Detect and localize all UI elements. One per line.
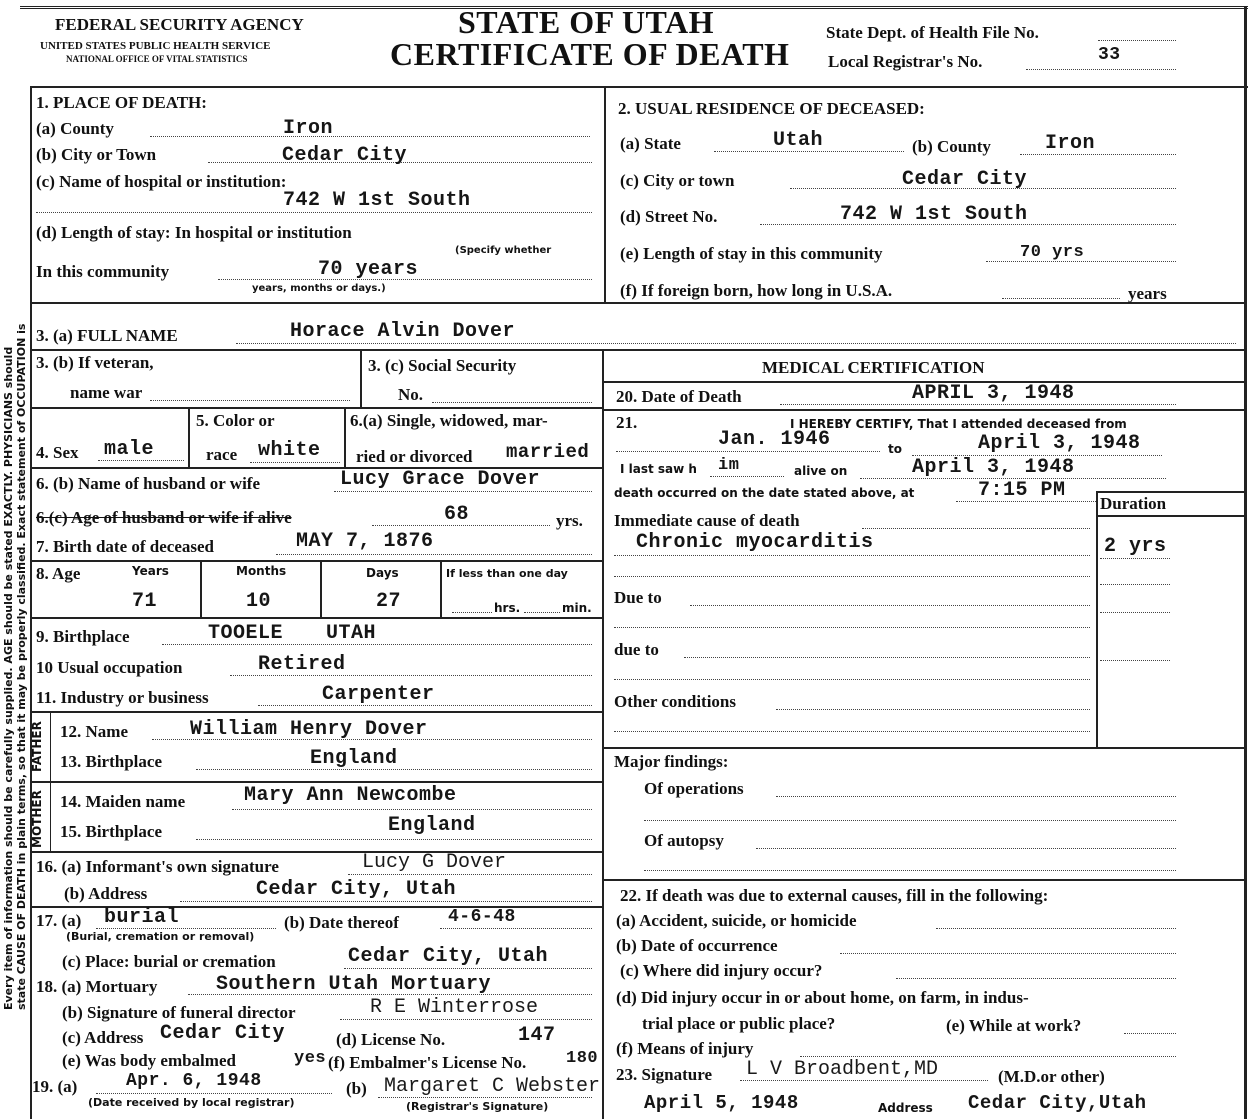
physician-address: Cedar City,Utah [968,1092,1147,1114]
birthplace-state: UTAH [326,622,377,645]
registration-a-label: 19. (a) [32,1077,78,1096]
occupation-value: Retired [258,653,346,676]
external-c: (c) Where did injury occur? [620,961,823,980]
death-date-value: APRIL 3, 1948 [912,382,1075,405]
marital-label-1: 6.(a) Single, widowed, mar- [350,411,548,430]
res-state-value: Utah [773,129,824,152]
pod-specify-note: (Specify whether [455,245,552,256]
mortuary-address-label: (c) Address [62,1028,144,1047]
age-months-value: 10 [246,590,272,613]
pod-city-label: (b) City or Town [36,145,157,164]
spouse-age-value: 68 [444,503,470,526]
disposition-place-label: (c) Place: burial or cremation [62,952,276,971]
service-name: UNITED STATES PUBLIC HEALTH SERVICE [40,40,271,52]
pod-hospital-label: (c) Name of hospital or institution: [36,172,287,191]
father-name-label: 12. Name [60,722,128,741]
disposition-a-label: 17. (a) [36,911,82,930]
marital-value: married [506,441,590,463]
father-name-value: William Henry Dover [190,718,428,741]
pod-county-label: (a) County [36,119,114,138]
attended-to-label: to [888,442,902,456]
pod-units-note: years, months or days.) [252,283,386,294]
external-heading: 22. If death was due to external causes, fill in the following: [620,886,1049,905]
place-of-death-heading: 1. PLACE OF DEATH: [36,93,207,112]
external-d2: trial place or public place? [642,1014,836,1033]
mother-tag: MOTHER [30,790,44,848]
res-county-value: Iron [1045,132,1096,155]
director-label: (b) Signature of funeral director [62,1003,296,1022]
ssn-no-label: No. [398,385,424,404]
res-foreign-label: (f) If foreign born, how long in U.S.A. [620,281,893,300]
embalmed-value: yes [294,1049,327,1068]
race-label: race [206,445,238,464]
embalmer-label: (f) Embalmer's License No. [328,1053,527,1072]
mother-birthplace-label: 15. Birthplace [60,822,162,841]
sex-value: male [104,438,155,461]
side-instruction-1: Every item of information should be carefully supplied. AGE should be stated EXACTLY. PHYSICIANS should [2,346,15,1010]
industry-value: Carpenter [322,683,435,706]
file-no-label: State Dept. of Health File No. [826,23,1039,42]
full-name-label: 3. (a) FULL NAME [36,326,178,345]
pod-hospital-value: 742 W 1st South [283,189,471,212]
immediate-cause-value: Chronic myocarditis [636,531,874,554]
res-county-label: (b) County [912,137,991,156]
license-value: 147 [518,1024,556,1047]
age-days-head: Days [366,566,399,580]
age-days-value: 27 [376,590,402,613]
ssn-label: 3. (c) Social Security [368,356,517,375]
mortuary-label: 18. (a) Mortuary [36,977,158,996]
due-to-label-2: due to [614,640,659,659]
duration-value: 2 yrs [1104,535,1167,558]
office-name: NATIONAL OFFICE OF VITAL STATISTICS [66,54,248,64]
external-e: (e) While at work? [946,1016,1082,1035]
registrar-no-value: 33 [1098,45,1121,65]
father-tag: FATHER [30,721,44,772]
informant-signature: Lucy G Dover [362,851,507,874]
res-years-label: years [1128,284,1167,303]
medical-heading: MEDICAL CERTIFICATION [762,358,985,377]
industry-label: 11. Industry or business [36,688,209,707]
operations-label: Of operations [644,779,744,798]
license-label: (d) License No. [336,1030,446,1049]
right-border [1244,6,1247,1119]
pod-community-label: In this community [36,262,170,281]
agency-name: FEDERAL SECURITY AGENCY [55,15,304,34]
res-street-label: (d) Street No. [620,207,718,226]
mother-birthplace-value: England [388,814,476,837]
res-street-value: 742 W 1st South [840,203,1028,226]
pod-community-value: 70 years [318,258,419,281]
registrar-note: (Registrar's Signature) [406,1100,549,1113]
registration-date-note: (Date received by local registrar) [88,1096,295,1109]
last-saw-label: I last saw h [620,462,697,476]
spouse-label: 6. (b) Name of husband or wife [36,474,261,493]
informant-address-value: Cedar City, Utah [256,878,457,901]
header-rule [30,86,1248,88]
birthplace-label: 9. Birthplace [36,627,130,646]
age-months-head: Months [236,564,287,578]
certify-number: 21. [616,413,638,432]
race-value: white [258,439,321,462]
registration-b-label: (b) [346,1079,367,1098]
attended-from: Jan. 1946 [718,428,831,451]
side-instruction-2: state CAUSE OF DEATH in plain terms, so that it may be properly classified. Exact statement of OCCUPATION is [15,323,28,1010]
sex-label: 4. Sex [36,443,79,462]
duration-heading: Duration [1100,494,1167,513]
external-f: (f) Means of injury [616,1039,754,1058]
embalmer-value: 180 [566,1049,599,1068]
res-city-label: (c) City or town [620,171,735,190]
registrar-signature: Margaret C Webster [384,1075,601,1098]
age-years-value: 71 [132,590,158,613]
res-stay-value: 70 yrs [1020,243,1085,262]
full-name-value: Horace Alvin Dover [290,320,516,343]
age-years-head: Years [132,564,169,578]
physician-signature: L V Broadbent,MD [746,1058,939,1081]
director-signature: R E Winterrose [370,996,539,1019]
disposition-method: burial [104,906,180,929]
left-border [30,86,32,1119]
spouse-age-label: 6.(c) Age of husband or wife if alive [36,508,292,527]
title-state: STATE OF UTAH [458,4,715,40]
physician-sig-label: 23. Signature [616,1065,713,1084]
residence-heading: 2. USUAL RESIDENCE OF DECEASED: [618,99,925,118]
pod-stay-label: (d) Length of stay: In hospital or institution [36,223,352,242]
res-state-label: (a) State [620,134,681,153]
marital-label-2: ried or divorced [356,447,473,466]
mortuary-address-value: Cedar City [160,1022,286,1045]
autopsy-label: Of autopsy [644,831,724,850]
embalmed-label: (e) Was body embalmed [62,1051,236,1070]
veteran-label: 3. (b) If veteran, [36,353,154,372]
mother-name-label: 14. Maiden name [60,792,186,811]
mortuary-value: Southern Utah Mortuary [216,973,492,996]
informant-sig-label: 16. (a) Informant's own signature [36,857,279,876]
mother-name-value: Mary Ann Newcombe [244,784,457,807]
father-birthplace-label: 13. Birthplace [60,752,162,771]
birth-date-value: MAY 7, 1876 [296,530,434,553]
occurred-label: death occurred on the date stated above, at [614,486,915,500]
due-to-label-1: Due to [614,588,662,607]
birthplace-city: TOOELE [208,622,284,645]
occupation-label: 10 Usual occupation [36,658,183,677]
physician-md-note: (M.D.or other) [998,1067,1105,1086]
external-d1: (d) Did injury occur in or about home, on farm, in indus- [616,988,1029,1007]
name-war-label: name war [70,383,143,402]
pod-county-value: Iron [283,117,334,140]
alive-on-label: alive on [794,464,848,478]
external-b: (b) Date of occurrence [616,936,778,955]
spouse-value: Lucy Grace Dover [340,468,541,491]
certify-text: I HEREBY CERTIFY, That I attended deceased from [790,417,1127,431]
age-label: 8. Age [36,564,81,583]
title-certificate: CERTIFICATE OF DEATH [390,36,790,72]
res-city-value: Cedar City [902,168,1028,191]
disposition-method-note: (Burial, cremation or removal) [66,930,255,943]
birth-date-label: 7. Birth date of deceased [36,537,215,556]
physician-date: April 5, 1948 [644,1092,799,1114]
father-birthplace-value: England [310,747,398,770]
major-findings-label: Major findings: [614,752,729,771]
alive-on-value: April 3, 1948 [912,456,1075,479]
age-less-day-head: If less than one day [446,567,568,580]
disposition-place-value: Cedar City, Utah [348,945,549,968]
physician-address-label: Address [878,1101,933,1115]
immediate-cause-label: Immediate cause of death [614,511,800,530]
age-min-label: min. [562,601,592,615]
registrar-no-label: Local Registrar's No. [828,52,983,71]
disposition-date-value: 4-6-48 [448,907,516,927]
last-saw-pronoun: im [718,456,740,475]
disposition-date-label: (b) Date thereof [284,913,399,932]
attended-to: April 3, 1948 [978,432,1141,455]
informant-address-label: (b) Address [64,884,148,903]
spouse-yrs-label: yrs. [556,511,583,530]
age-hrs-label: hrs. [494,601,521,615]
res-stay-label: (e) Length of stay in this community [620,244,883,263]
external-a: (a) Accident, suicide, or homicide [616,911,857,930]
death-date-label: 20. Date of Death [616,387,742,406]
pod-city-value: Cedar City [282,144,408,167]
death-time: 7:15 PM [978,479,1066,502]
color-label: 5. Color or [196,411,275,430]
other-conditions-label: Other conditions [614,692,737,711]
registration-date: Apr. 6, 1948 [126,1071,262,1091]
